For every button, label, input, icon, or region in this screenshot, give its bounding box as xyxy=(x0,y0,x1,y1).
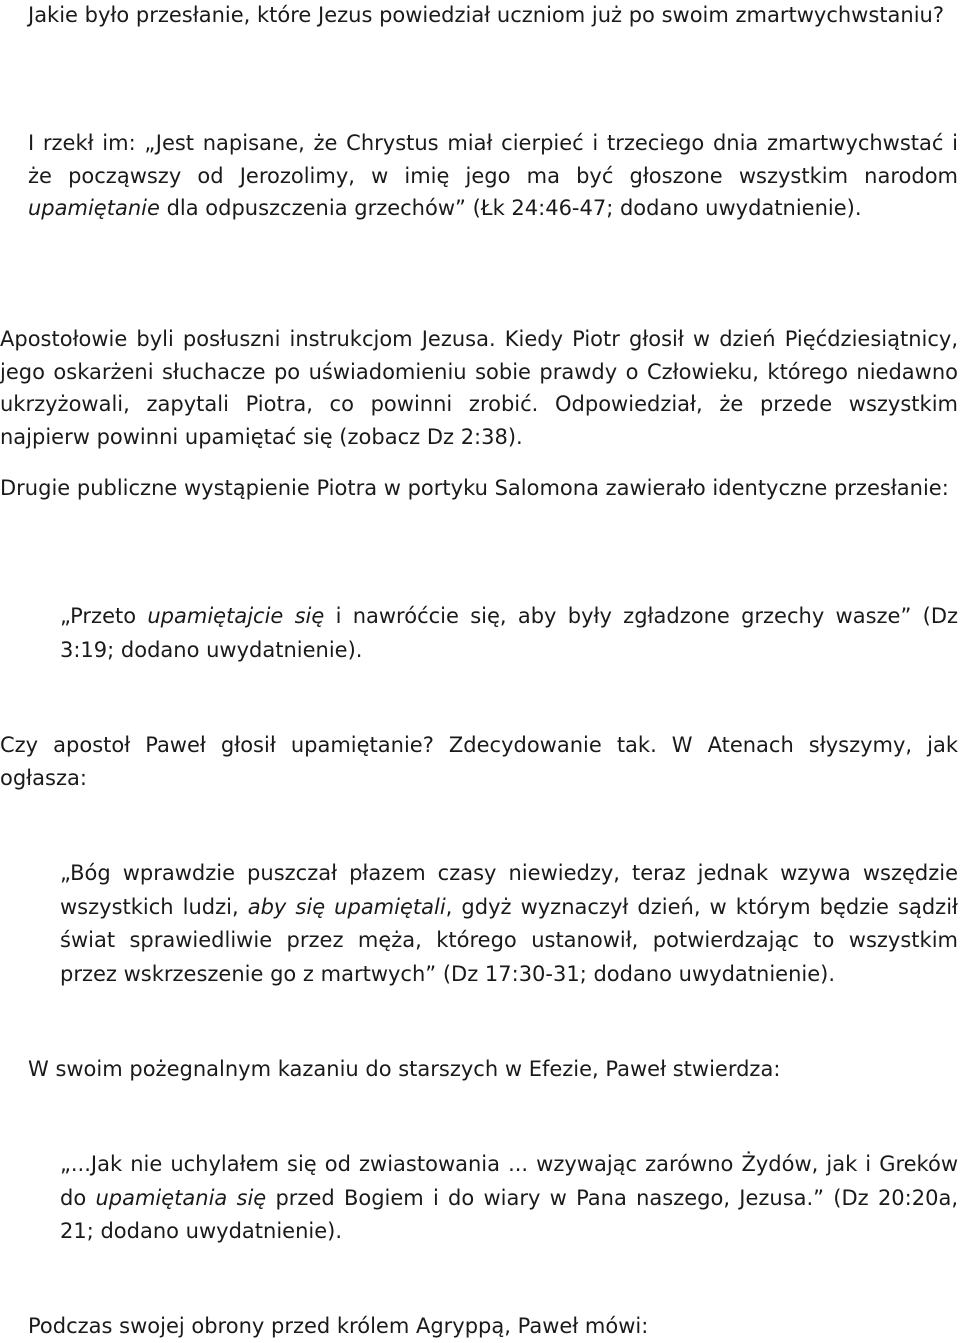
agrippa-paragraph xyxy=(28,1310,958,1343)
acts-20-quote xyxy=(60,1148,958,1249)
acts-3-19-quote xyxy=(60,600,958,667)
emphasis-text: upamiętania się xyxy=(95,1185,267,1210)
body-text: Czy apostoł Paweł głosił upamiętanie? Zdecydowanie tak. W Atenach słyszymy, jak ogłasza: xyxy=(0,733,958,790)
body-text: Jakie było przesłanie, które Jezus powiedział uczniom już po swoim zmartwychwstaniu? xyxy=(28,3,945,27)
emphasis-text: aby się upamiętali xyxy=(247,894,446,919)
body-text: Podczas swojej obrony przed królem Agryppą, Paweł mówi: xyxy=(28,1314,649,1338)
body-text: Drugie publiczne wystąpienie Piotra w portyku Salomona zawierało identyczne przesłanie: xyxy=(0,476,949,500)
emphasis-text: upamiętanie xyxy=(28,196,160,220)
body-text: dla odpuszczenia grzechów” (Łk 24:46-47; dodano uwydatnienie). xyxy=(159,196,862,220)
acts-17-quote xyxy=(60,857,958,991)
body-text: przed Bogiem i do wiary w Pana naszego, Jezusa.” (Dz 20:20a, 21; dodano uwydatnienie). xyxy=(60,1185,959,1243)
body-text: „...Jak nie uchylałem się od zwiastowania ... wzywając zarówno Żydów, jak i Greków do xyxy=(60,1152,958,1210)
body-text: „Bóg wprawdzie puszczał płazem czasy niewiedzy, teraz jednak wzywa wszędzie wszystkich ludzi, xyxy=(60,861,958,919)
body-text: Apostołowie byli posłuszni instrukcjom Jezusa. Kiedy Piotr głosił w dzień Pięćdziesiątnicy, jego oskarżeni słuchacze po uświadomieniu sobie prawdy o Człowieku, którego niedawno ukrzyżowali, zapytali Piotra, co powinni zrobić. Odpowiedział, że przede wszystkim najpierw powinni upamiętać się (zobacz Dz 2:38). xyxy=(0,327,958,449)
ephesus-paragraph xyxy=(28,1053,958,1086)
body-text: I rzekł im: „Jest napisane, że Chrystus miał cierpieć i trzeciego dnia zmartwychwstać i że począwszy od Jerozolimy, w imię jego ma być głoszone wszystkim narodom xyxy=(28,131,958,188)
question-paragraph xyxy=(28,0,958,32)
body-text: i nawróćcie się, aby były zgładzone grzechy wasze” (Dz 3:19; dodano uwydatnienie). xyxy=(60,604,959,662)
emphasis-text: upamiętajcie się xyxy=(147,604,325,628)
apostles-paragraph xyxy=(0,323,958,453)
body-text: , gdyż wyznaczył dzień, w którym będzie sądził świat sprawiedliwie przez męża, którego ustanowił, potwierdzając to wszystkim przez wskrzeszenie go z martwych” (Dz 17:30-31; dodano uwydatnienie). xyxy=(60,894,958,986)
luke-quote-paragraph xyxy=(28,127,958,225)
body-text: „Przeto xyxy=(60,604,148,628)
body-text: W swoim pożegnalnym kazaniu do starszych w Efezie, Paweł stwierdza: xyxy=(28,1057,781,1081)
solomon-portico-paragraph xyxy=(0,472,958,505)
paul-athens-paragraph xyxy=(0,729,958,794)
